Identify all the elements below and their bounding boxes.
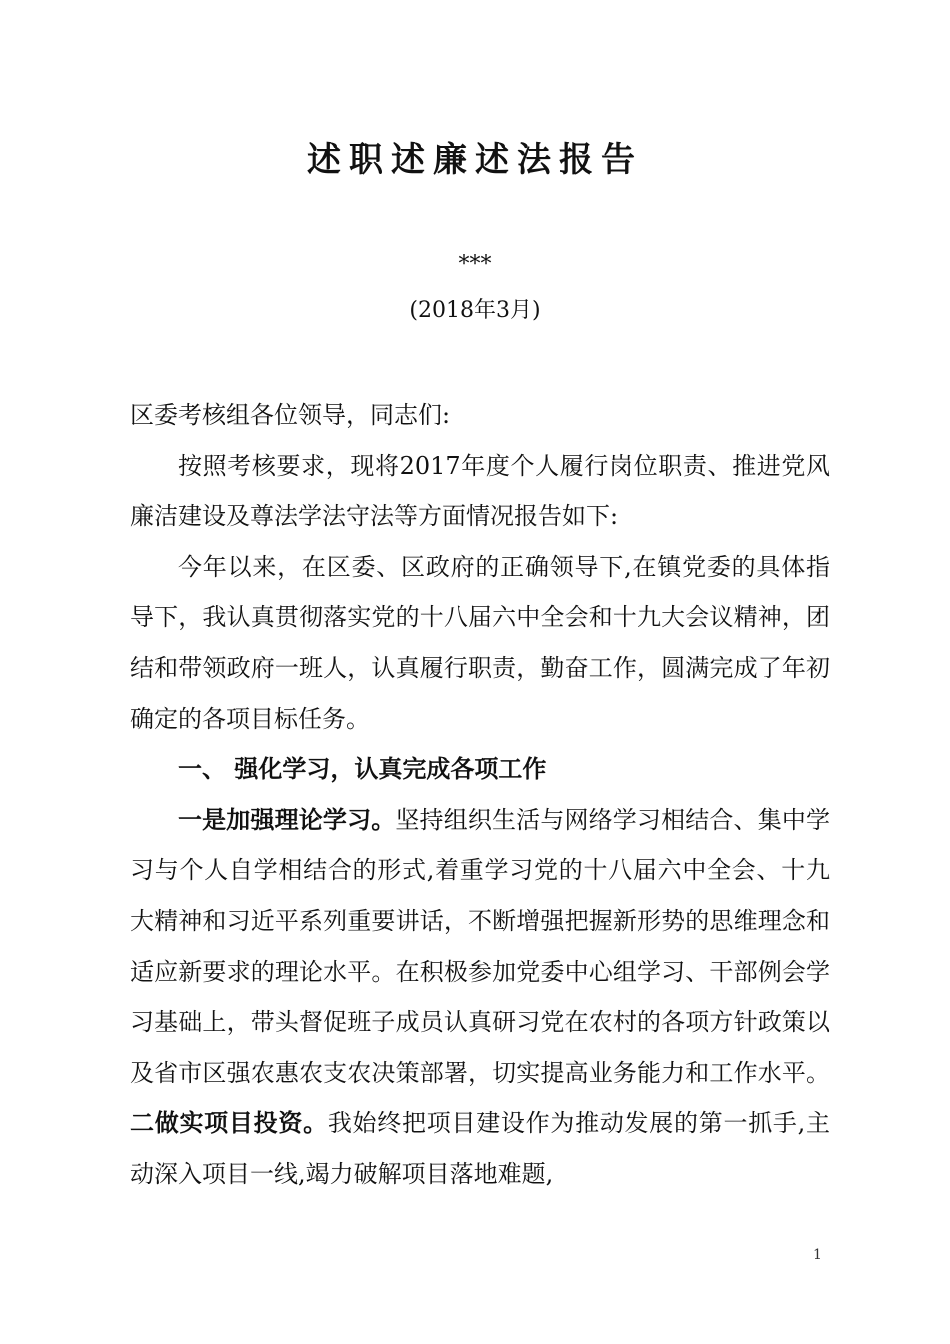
study-paragraph [130,795,830,1200]
theory-text: 坚持组织生活与网络学习相结合、集中学习与个人自学相结合的形式,着重学习党的十八届六中全会、十九大精神和习近平系列重要讲话，不断增强把握新形势的思维理念和适应新要求的理论水平。在积极参加党委中心组学习、干部例会学习基础上，带头督促班子成员认真研习党在农村的各项方针政策以及省市区强农惠农支农决策部署，切实提高业务能力和工作水平。 [130,805,831,1087]
lead-phrase-project: 二做实项目投资。 [130,1108,328,1138]
section-heading: 一、 强化学习，认真完成各项工作 [178,755,547,784]
document-body [130,390,830,1200]
document-date: (2018年3月) [409,298,541,323]
page-number: 1 [813,1247,822,1263]
salutation: 区委考核组各位领导，同志们: [130,401,451,429]
lead-phrase-theory: 一是加强理论学习。 [178,804,396,834]
document-author: *** [458,252,492,277]
overview-paragraph: 今年以来，在区委、区政府的正确领导下,在镇党委的具体指导下，我认真贯彻落实党的十八届六中全会和十九大会议精神，团结和带领政府一班人，认真履行职责，勤奋工作，圆满完成了年初确定的各项目标任务。 [130,552,830,733]
project-text: 我始终把项目建设作为推动发展的第一抓手,主动深入项目一线,竭力破解项目落地难题, [130,1109,830,1188]
intro-paragraph: 按照考核要求，现将2017年度个人履行岗位职责、推进党风廉洁建设及尊法学法守法等方面情况报告如下: [130,451,830,531]
document-title: 述职述廉述法报告 [307,140,643,180]
